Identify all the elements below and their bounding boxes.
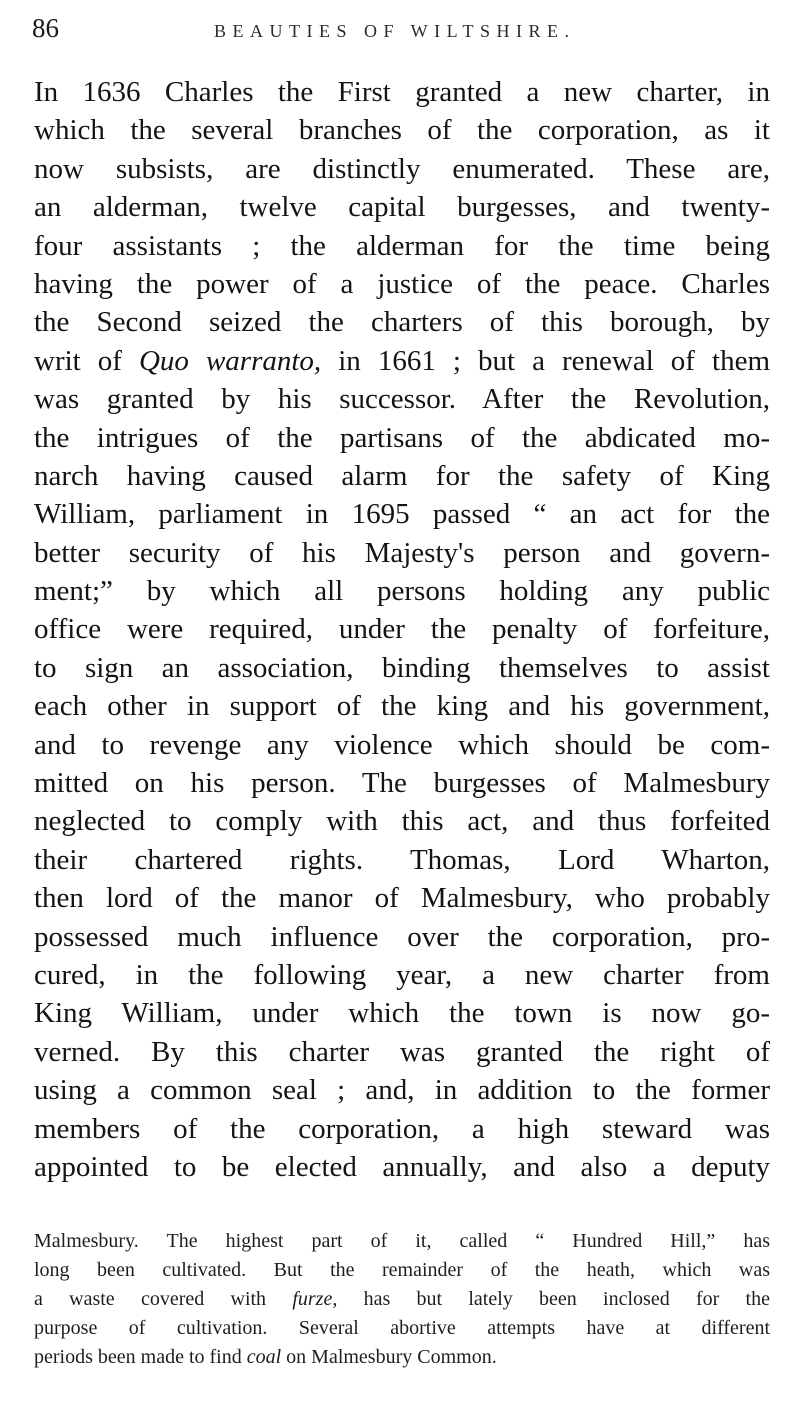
body-line: possessed much influence over the corporation, pro- (34, 920, 770, 953)
body-line: which the several branches of the corporation, as it (34, 114, 770, 147)
footnote-text-segment: has but lately been inclosed for the (337, 1288, 770, 1310)
running-title: BEAUTIES OF WILTSHIRE. (214, 21, 576, 41)
body-line: verned. By this charter was granted the right of (34, 1035, 770, 1068)
body-line: an alderman, twelve capital burgesses, and twenty- (34, 191, 770, 224)
body-line: was granted by his successor. After the Revolution, (34, 383, 770, 416)
body-line-with-italic (34, 342, 770, 380)
body-line: better security of his Majesty's person and govern- (34, 536, 770, 569)
body-line: William, parliament in 1695 passed “ an act for the (34, 498, 770, 531)
page-header (32, 10, 770, 50)
footnote-text-segment: on Malmesbury Common. (281, 1346, 497, 1368)
body-line: narch having caused alarm for the safety of King (34, 459, 770, 492)
footnote-line-with-italic (34, 1285, 770, 1314)
footnote-line: Malmesbury. The highest part of it, called “ Hundred Hill,” has (34, 1230, 770, 1252)
body-line: the intrigues of the partisans of the abdicated mo- (34, 421, 770, 454)
body-line: four assistants ; the alderman for the time being (34, 229, 770, 262)
body-line: In 1636 Charles the First granted a new charter, in (34, 76, 770, 108)
body-line: each other in support of the king and his government, (34, 690, 770, 723)
italic-term-coal: coal (246, 1346, 282, 1368)
body-text-segment: in 1661 ; but a renewal of them (321, 344, 770, 377)
body-line: appointed to be elected annually, and also a deputy (34, 1150, 770, 1183)
body-line: now subsists, are distinctly enumerated. These are, (34, 152, 770, 185)
body-line: having the power of a justice of the peace. Charles (34, 267, 770, 300)
footnote-line: long been cultivated. But the remainder of the heath, which was (34, 1259, 770, 1281)
body-text (34, 73, 770, 1186)
body-line: members of the corporation, a high steward was (34, 1112, 770, 1145)
footnote-text-segment: a waste covered with (34, 1288, 293, 1310)
body-line: King William, under which the town is now go- (34, 997, 770, 1030)
body-line: and to revenge any violence which should be com- (34, 728, 770, 761)
body-line: cured, in the following year, a new charter from (34, 958, 770, 991)
body-line: neglected to comply with this act, and thus forfeited (34, 805, 770, 838)
body-text-segment: writ of (34, 344, 139, 377)
body-line: using a common seal ; and, in addition to the former (34, 1074, 770, 1107)
footnote-text-segment: periods been made to find (34, 1346, 247, 1368)
italic-term-furze: furze, (292, 1288, 338, 1310)
page-number: 86 (32, 13, 59, 43)
body-line: office were required, under the penalty of forfeiture, (34, 613, 770, 646)
body-line: mitted on his person. The burgesses of Malmesbury (34, 767, 770, 800)
body-line: then lord of the manor of Malmesbury, who probably (34, 882, 770, 915)
footnote-line: purpose of cultivation. Several abortive attempts have at different (34, 1317, 770, 1339)
italic-term-quo-warranto: Quo warranto, (138, 344, 322, 377)
footnote (34, 1227, 770, 1372)
body-line: to sign an association, binding themselves to assist (34, 651, 770, 684)
footnote-line-with-italic (34, 1343, 770, 1372)
body-line: their chartered rights. Thomas, Lord Wharton, (34, 843, 770, 876)
body-line: ment;” by which all persons holding any public (34, 575, 770, 608)
body-line: the Second seized the charters of this borough, by (34, 306, 770, 339)
